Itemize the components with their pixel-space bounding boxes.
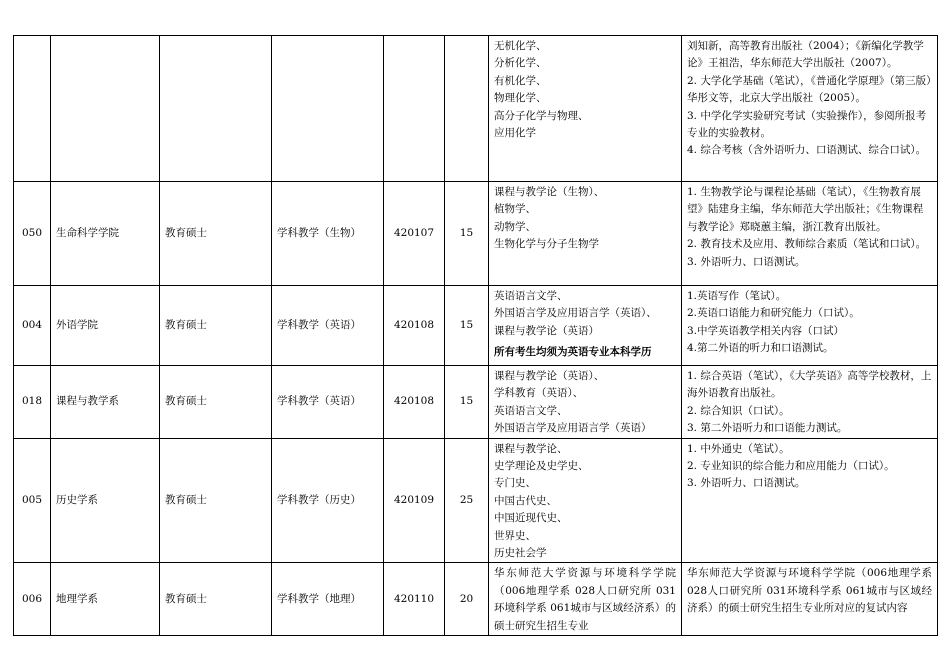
exam-item: 3. 中学化学实验研究考试（实验操作），参阅所报考专业的实验教材。 (687, 109, 927, 140)
major-code-cell: 420109 (384, 438, 445, 563)
major-code-cell: 420108 (384, 286, 445, 366)
major-cell: 学科教学（生物） (272, 182, 384, 286)
college-cell: 课程与教学系 (51, 366, 160, 439)
major-cell (272, 36, 384, 182)
direction-item: 应用化学 (494, 127, 536, 140)
exam-content-cell (682, 36, 938, 182)
directions-cell (489, 36, 682, 182)
major-code-cell (384, 36, 445, 182)
requirement-note: 所有考生均须为英语专业本科学历 (494, 346, 652, 359)
exam-item: 2. 大学化学基础（笔试），《普通化学原理》（第三版）华彤文等，北京大学出版社（2005）。 (687, 74, 932, 105)
exam-item: 2. 教育技术及应用、教师综合素质（笔试和口试）。 (687, 238, 927, 251)
table-row (14, 563, 938, 636)
table-row (14, 366, 938, 439)
exam-item: 刘知新，高等教育出版社（2004）；《新编化学教学论》王祖浩，华东师范大学出版社（2007）。 (687, 40, 924, 70)
direction-item: 英语语言文学、 (494, 290, 568, 302)
degree-cell (160, 36, 272, 182)
quota-cell: 25 (445, 438, 489, 563)
direction-item: 课程与教学论、 (494, 442, 568, 455)
exam-item: 1.英语写作（笔试）。 (687, 290, 787, 302)
college-cell: 生命科学学院 (51, 182, 160, 286)
college-cell: 历史学系 (51, 438, 160, 563)
college-cell: 地理学系 (51, 563, 160, 636)
directions-cell (489, 366, 682, 439)
direction-item: 英语语言文学、 (494, 404, 568, 417)
dept-code-cell: 006 (14, 563, 51, 636)
exam-item: 2.英语口语能力和研究能力（口试）。 (687, 307, 860, 320)
direction-item: 中国古代史、 (494, 494, 557, 507)
dept-code-cell: 004 (14, 286, 51, 366)
major-cell: 学科教学（历史） (272, 438, 384, 563)
degree-cell: 教育硕士 (160, 438, 272, 563)
exam-item: 3.中学英语教学相关内容（口试） (687, 324, 845, 337)
exam-item: 1. 中外通史（笔试）。 (687, 442, 790, 455)
degree-cell: 教育硕士 (160, 182, 272, 286)
exam-item: 1. 生物教学论与课程论基础（笔试），《生物教育展望》陆建身主编，华东师范大学出版社；《生物课程与教学论》郑晓蕙主编，浙江教育出版社。 (687, 186, 924, 233)
direction-item: 中国近现代史、 (494, 512, 568, 525)
directions-cell (489, 182, 682, 286)
direction-item: 有机化学、 (494, 74, 547, 87)
college-cell (51, 36, 160, 182)
direction-item: 分析化学、 (494, 57, 547, 70)
degree-cell: 教育硕士 (160, 366, 272, 439)
major-code-cell: 420107 (384, 182, 445, 286)
direction-item: 外国语言学及应用语言学（英语）、 (494, 307, 657, 320)
degree-cell: 教育硕士 (160, 563, 272, 636)
direction-item: 史学理论及史学史、 (494, 460, 589, 473)
quota-cell: 15 (445, 286, 489, 366)
college-cell: 外语学院 (51, 286, 160, 366)
exam-item: 4.第二外语的听力和口语测试。 (687, 342, 834, 355)
exam-content-cell (682, 182, 938, 286)
quota-cell (445, 36, 489, 182)
direction-item: 动物学、 (494, 220, 536, 233)
direction-item: 生物化学与分子生物学 (494, 238, 599, 251)
exam-item: 华东师范大学资源与环境科学学院（006地理学系 028人口研究所 031环境科学系 061城市与区域经济系）的硕士研究生招生专业所对应的复试内容 (687, 567, 932, 615)
direction-text: 华东师范大学资源与环境科学学院（006地理学系 028人口研究所 031环境科学系 061城市与区域经济系）的硕士研究生招生专业 (494, 567, 676, 632)
dept-code-cell: 018 (14, 366, 51, 439)
table-row (14, 36, 938, 182)
quota-cell: 20 (445, 563, 489, 636)
direction-item: 课程与教学论（英语） (494, 324, 599, 337)
degree-cell: 教育硕士 (160, 286, 272, 366)
directions-cell (489, 563, 682, 636)
exam-item: 1. 综合英语（笔试），《大学英语》高等学校教材，上海外语教育出版社。 (687, 370, 932, 400)
exam-content-cell (682, 438, 938, 563)
major-code-cell: 420110 (384, 563, 445, 636)
major-cell: 学科教学（英语） (272, 366, 384, 439)
dept-code-cell: 005 (14, 438, 51, 563)
direction-item: 高分子化学与物理、 (494, 109, 589, 122)
directions-cell (489, 438, 682, 563)
exam-content-cell (682, 286, 938, 366)
direction-item: 无机化学、 (494, 40, 547, 52)
major-cell: 学科教学（英语） (272, 286, 384, 366)
exam-item: 3. 外语听力、口语测试。 (687, 477, 806, 490)
exam-item: 3. 第二外语听力和口语能力测试。 (687, 422, 848, 435)
direction-item: 课程与教学论（生物）、 (494, 186, 605, 198)
direction-item: 外国语言学及应用语言学（英语） (494, 422, 652, 435)
direction-item: 课程与教学论（英语）、 (494, 370, 605, 382)
dept-code-cell: 050 (14, 182, 51, 286)
direction-item: 专门史、 (494, 477, 536, 490)
exam-content-cell (682, 563, 938, 636)
direction-item: 物理化学、 (494, 92, 547, 105)
dept-code-cell (14, 36, 51, 182)
quota-cell: 15 (445, 182, 489, 286)
admissions-table (13, 35, 938, 636)
quota-cell: 15 (445, 366, 489, 439)
table-row (14, 182, 938, 286)
table-row (14, 438, 938, 563)
direction-item: 学科教育（英语）、 (494, 387, 584, 400)
major-code-cell: 420108 (384, 366, 445, 439)
exam-item: 4. 综合考核（含外语听力、口语测试、综合口试）。 (687, 144, 927, 157)
major-cell: 学科教学（地理） (272, 563, 384, 636)
direction-item: 历史社会学 (494, 547, 547, 560)
exam-content-cell (682, 366, 938, 439)
direction-item: 植物学、 (494, 203, 536, 216)
exam-item: 2. 综合知识（口试）。 (687, 404, 790, 417)
table-row (14, 286, 938, 366)
direction-item: 世界史、 (494, 529, 536, 542)
exam-item: 3. 外语听力、口语测试。 (687, 255, 806, 268)
directions-cell (489, 286, 682, 366)
exam-item: 2. 专业知识的综合能力和应用能力（口试）。 (687, 460, 895, 473)
